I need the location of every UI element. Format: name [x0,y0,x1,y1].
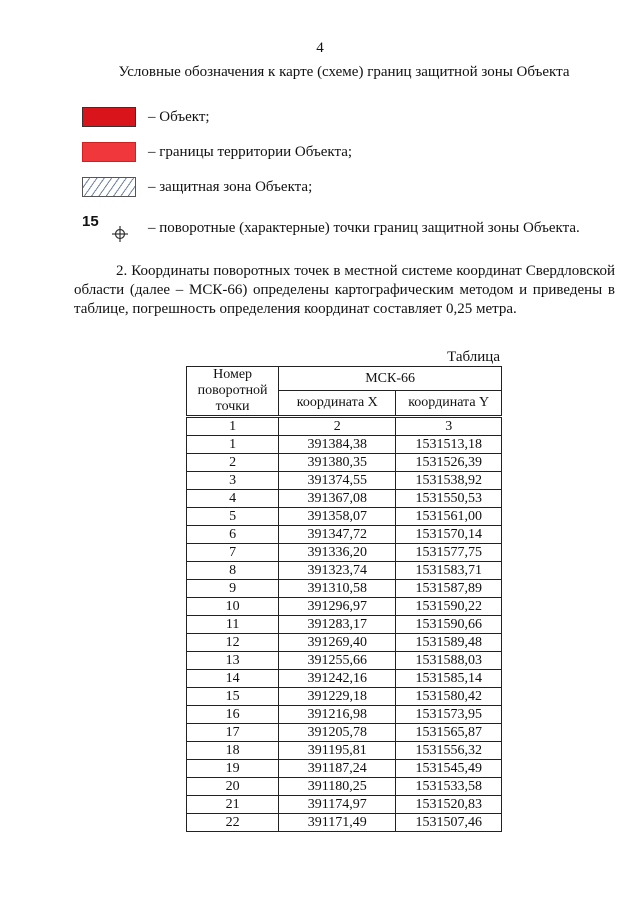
table-row [187,634,502,652]
coordinate-x-cell: 391205,78 [279,724,396,742]
coordinate-x-cell: 391255,66 [279,652,396,670]
coordinate-x-cell: 391380,35 [279,454,396,472]
point-number-cell: 21 [187,796,279,814]
point-number-cell: 12 [187,634,279,652]
table-row [187,580,502,598]
point-number-cell: 2 [187,454,279,472]
turning-point-symbol [82,213,144,243]
coordinate-x-cell: 391283,17 [279,616,396,634]
point-number-cell: 7 [187,544,279,562]
coordinate-y-cell: 1531526,39 [396,454,502,472]
table-row [187,616,502,634]
coordinate-x-cell: 391242,16 [279,670,396,688]
table-row [187,472,502,490]
territory-swatch [82,142,136,162]
page-number: 4 [316,40,324,56]
legend-label-turning-points: – поворотные (характерные) точки границ защитной зоны Объекта. [148,219,580,236]
table-row [187,778,502,796]
coordinate-x-cell: 391187,24 [279,760,396,778]
coordinate-x-cell: 391336,20 [279,544,396,562]
table-row [187,454,502,472]
coordinate-y-cell: 1531577,75 [396,544,502,562]
legend-label-protective-zone: – защитная зона Объекта; [148,178,313,195]
coordinate-y-cell: 1531585,14 [396,670,502,688]
table-row [187,562,502,580]
coordinate-y-cell: 1531590,22 [396,598,502,616]
coordinate-x-cell: 391174,97 [279,796,396,814]
coordinate-y-cell: 1531590,66 [396,616,502,634]
legend-label-territory: – границы территории Объекта; [148,143,353,160]
legend-label-object: – Объект; [148,108,210,125]
coordinate-y-cell: 1531561,00 [396,508,502,526]
coordinate-y-cell: 1531580,42 [396,688,502,706]
table-row [187,706,502,724]
header-msk66: МСК-66 [279,367,502,391]
point-number-cell: 22 [187,814,279,832]
table-row [187,688,502,706]
coordinate-y-cell: 1531583,71 [396,562,502,580]
coordinate-x-cell: 391374,55 [279,472,396,490]
coordinate-y-cell: 1531550,53 [396,490,502,508]
table-row [187,796,502,814]
point-number-cell: 20 [187,778,279,796]
point-number-cell: 15 [187,688,279,706]
hatched-zone-swatch [82,177,136,197]
table-row [187,526,502,544]
table-row [187,508,502,526]
coordinate-y-cell: 1531588,03 [396,652,502,670]
coordinate-y-cell: 1531507,46 [396,814,502,832]
coordinate-x-cell: 391180,25 [279,778,396,796]
coordinates-paragraph: 2. Координаты поворотных точек в местной системе координат Свердловской области (далее – МСК-66) определены картографическим методом и приведены в таблице, погрешность определения координат составляет 0,25 метра. [74,263,615,317]
coordinate-x-cell: 391216,98 [279,706,396,724]
legend-item-object [82,105,210,129]
point-number-cell: 16 [187,706,279,724]
coordinate-y-cell: 1531565,87 [396,724,502,742]
coordinate-y-cell: 1531545,49 [396,760,502,778]
table-row [187,490,502,508]
point-number-cell: 9 [187,580,279,598]
table-row [187,598,502,616]
coordinates-table-body [187,417,502,832]
point-number-cell: 4 [187,490,279,508]
turning-point-number: 15 [82,213,99,230]
table-row [187,544,502,562]
point-number-cell: 18 [187,742,279,760]
header-coordinate-y: координата Y [396,391,502,417]
coordinate-y-cell: 1531589,48 [396,634,502,652]
coordinate-y-cell: 1531587,89 [396,580,502,598]
coordinate-y-cell: 1531513,18 [396,436,502,454]
point-number-cell: 10 [187,598,279,616]
crosshair-icon [112,226,128,242]
coordinate-y-cell: 1531520,83 [396,796,502,814]
point-number-cell: 8 [187,562,279,580]
table-row [187,670,502,688]
coordinate-x-cell: 391367,08 [279,490,396,508]
point-number-cell: 1 [187,436,279,454]
legend-item-territory [82,140,352,164]
legend-title: Условные обозначения к карте (схеме) границ защитной зоны Объекта [118,64,570,80]
point-number-cell: 3 [187,472,279,490]
coordinate-x-cell: 391323,74 [279,562,396,580]
point-number-cell: 5 [187,508,279,526]
point-number-cell: 11 [187,616,279,634]
point-number-cell: 13 [187,652,279,670]
point-number-cell: 17 [187,724,279,742]
column-number-cell: 2 [279,417,396,436]
coordinate-x-cell: 391229,18 [279,688,396,706]
coordinate-y-cell: 1531556,32 [396,742,502,760]
legend-item-protective-zone [82,175,312,199]
legend-item-turning-points [82,212,580,244]
coordinate-x-cell: 391296,97 [279,598,396,616]
table-row [187,724,502,742]
table-row [187,436,502,454]
header-point-number: Номер поворотной точки [187,367,279,417]
coordinate-y-cell: 1531538,92 [396,472,502,490]
column-number-row [187,417,502,436]
coordinates-table [186,366,502,832]
column-number-cell: 3 [396,417,502,436]
table-row [187,652,502,670]
table-row [187,814,502,832]
point-number-cell: 14 [187,670,279,688]
point-number-cell: 19 [187,760,279,778]
table-row [187,742,502,760]
coordinate-x-cell: 391195,81 [279,742,396,760]
coordinate-x-cell: 391347,72 [279,526,396,544]
coordinate-y-cell: 1531573,95 [396,706,502,724]
coordinate-y-cell: 1531533,58 [396,778,502,796]
table-caption: Таблица [447,349,500,365]
header-coordinate-x: координата X [279,391,396,417]
column-number-cell: 1 [187,417,279,436]
table-row [187,760,502,778]
object-swatch [82,107,136,127]
coordinate-x-cell: 391310,58 [279,580,396,598]
coordinate-x-cell: 391171,49 [279,814,396,832]
coordinate-x-cell: 391384,38 [279,436,396,454]
coordinate-x-cell: 391358,07 [279,508,396,526]
coordinate-y-cell: 1531570,14 [396,526,502,544]
point-number-cell: 6 [187,526,279,544]
coordinate-x-cell: 391269,40 [279,634,396,652]
